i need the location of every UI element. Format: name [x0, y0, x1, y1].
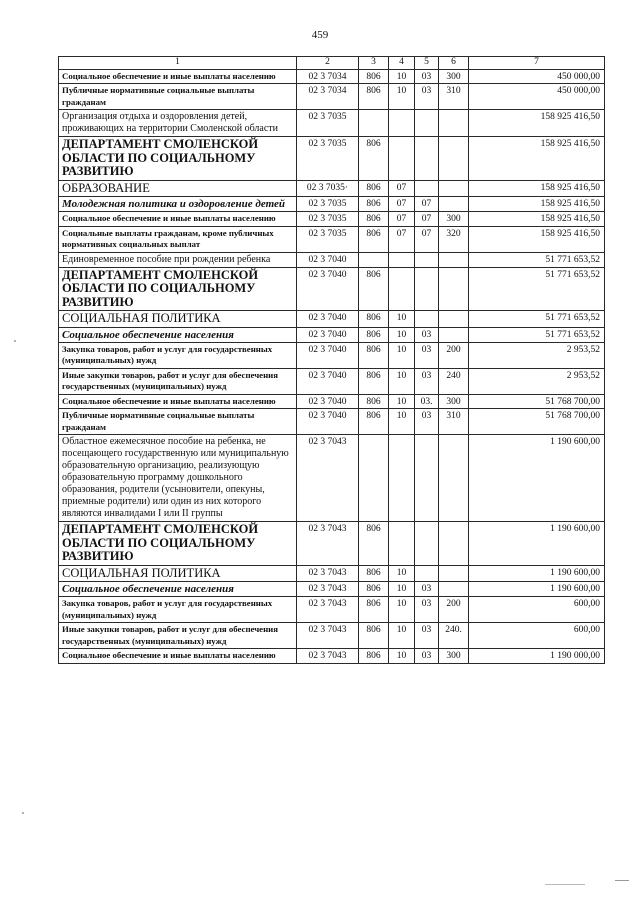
row-col4-cell: 10 [389, 311, 415, 328]
row-code-cell: 02 3 7035 [297, 110, 359, 137]
row-code-cell: 02 3 7035 [297, 137, 359, 181]
table-row [59, 197, 605, 212]
row-name-cell: Социальное обеспечение и иные выплаты населению [59, 212, 297, 227]
row-col5-cell: 07 [415, 197, 439, 212]
row-code-cell: 02 3 7043 [297, 565, 359, 582]
row-col6-cell: 310 [439, 409, 469, 435]
table-header-row [59, 57, 605, 70]
row-col3-cell [359, 435, 389, 522]
row-code-cell: 02 3 7034 [297, 84, 359, 110]
row-col3-cell: 806 [359, 343, 389, 369]
table-row [59, 137, 605, 181]
header-cell: 4 [389, 57, 415, 70]
row-col5-cell: 03. [415, 394, 439, 409]
row-col6-cell [439, 522, 469, 566]
row-col5-cell [415, 435, 439, 522]
row-amount-cell: 1 190 600,00 [469, 522, 605, 566]
row-col6-cell [439, 582, 469, 597]
row-amount-cell: 51 771 653,52 [469, 267, 605, 311]
row-col3-cell: 806 [359, 565, 389, 582]
row-code-cell: 02 3 7040 [297, 394, 359, 409]
row-col4-cell: 07 [389, 180, 415, 197]
table-row [59, 582, 605, 597]
row-col5-cell [415, 252, 439, 267]
row-col3-cell: 806 [359, 597, 389, 623]
row-code-cell: 02 3 7040 [297, 409, 359, 435]
row-col6-cell: 300 [439, 212, 469, 227]
row-col6-cell [439, 197, 469, 212]
row-col5-cell [415, 110, 439, 137]
row-code-cell: 02 3 7035 [297, 197, 359, 212]
row-code-cell: 02 3 7040 [297, 311, 359, 328]
row-col6-cell [439, 435, 469, 522]
table-row [59, 252, 605, 267]
row-col3-cell: 806 [359, 409, 389, 435]
table-row [59, 435, 605, 522]
row-code-cell: 02 3 7043 [297, 582, 359, 597]
row-col5-cell [415, 565, 439, 582]
row-amount-cell: 1 190 600,00 [469, 582, 605, 597]
row-code-cell: 02 3 7035 [297, 212, 359, 227]
row-code-cell: 02 3 7043 [297, 522, 359, 566]
row-amount-cell: 600,00 [469, 623, 605, 649]
row-code-cell: 02 3 7043 [297, 649, 359, 664]
row-amount-cell: 158 925 416,50 [469, 180, 605, 197]
row-amount-cell: 158 925 416,50 [469, 212, 605, 227]
row-col6-cell [439, 110, 469, 137]
row-amount-cell: 51 771 653,52 [469, 327, 605, 342]
row-col6-cell [439, 327, 469, 342]
row-amount-cell: 1 190 600,00 [469, 435, 605, 522]
table-row [59, 311, 605, 328]
row-name-cell: Молодежная политика и оздоровление детей [59, 197, 297, 212]
row-col4-cell: 10 [389, 394, 415, 409]
row-col4-cell [389, 522, 415, 566]
row-code-cell: 02 3 7034 [297, 69, 359, 84]
row-name-cell: ДЕПАРТАМЕНТ СМОЛЕНСКОЙ ОБЛАСТИ ПО СОЦИАЛЬНОМУ РАЗВИТИЮ [59, 522, 297, 566]
row-col4-cell: 07 [389, 197, 415, 212]
row-amount-cell: 51 771 653,52 [469, 252, 605, 267]
row-name-cell: Областное ежемесячное пособие на ребенка, не посещающего государственную или муниципальную образовательную организацию, реализующую образовательную программу дошкольного образования, родители (усыновители, опекуны, приемные родители) или один из них которого являются инвалидами I или II группы [59, 435, 297, 522]
row-name-cell: Социальное обеспечение и иные выплаты населению [59, 394, 297, 409]
table-row [59, 565, 605, 582]
row-name-cell: Социальные выплаты гражданам, кроме публичных нормативных социальных выплат [59, 226, 297, 252]
row-col5-cell: 03 [415, 649, 439, 664]
row-code-cell: 02 3 7043 [297, 435, 359, 522]
row-col3-cell: 806 [359, 368, 389, 394]
header-cell: 5 [415, 57, 439, 70]
row-amount-cell: 600,00 [469, 597, 605, 623]
row-col6-cell [439, 267, 469, 311]
row-name-cell: Иные закупки товаров, работ и услуг для обеспечения государственных (муниципальных) нужд [59, 368, 297, 394]
row-col3-cell: 806 [359, 180, 389, 197]
row-col6-cell: 200 [439, 343, 469, 369]
row-name-cell: ДЕПАРТАМЕНТ СМОЛЕНСКОЙ ОБЛАСТИ ПО СОЦИАЛЬНОМУ РАЗВИТИЮ [59, 267, 297, 311]
row-col4-cell: 10 [389, 623, 415, 649]
row-col6-cell: 300 [439, 394, 469, 409]
row-col3-cell: 806 [359, 84, 389, 110]
row-name-cell: СОЦИАЛЬНАЯ ПОЛИТИКА [59, 311, 297, 328]
row-amount-cell: 450 000,00 [469, 69, 605, 84]
row-col6-cell: 240. [439, 623, 469, 649]
row-col5-cell: 07 [415, 212, 439, 227]
row-name-cell: Публичные нормативные социальные выплаты гражданам [59, 84, 297, 110]
row-col4-cell: 10 [389, 327, 415, 342]
row-amount-cell: 1 190 600,00 [469, 565, 605, 582]
header-cell: 6 [439, 57, 469, 70]
row-col3-cell: 806 [359, 623, 389, 649]
row-code-cell: 02 3 7040 [297, 252, 359, 267]
table-row [59, 327, 605, 342]
row-col3-cell: 806 [359, 212, 389, 227]
row-col3-cell: 806 [359, 311, 389, 328]
row-col5-cell: 03 [415, 597, 439, 623]
row-col5-cell: 03 [415, 582, 439, 597]
row-code-cell: 02 3 7040 [297, 368, 359, 394]
table-row [59, 597, 605, 623]
row-col4-cell: 07 [389, 212, 415, 227]
budget-table [58, 56, 605, 664]
row-col3-cell: 806 [359, 327, 389, 342]
row-code-cell: 02 3 7043 [297, 597, 359, 623]
row-name-cell: Единовременное пособие при рождении ребенка [59, 252, 297, 267]
row-col4-cell [389, 110, 415, 137]
row-name-cell: Закупка товаров, работ и услуг для государственных (муниципальных) нужд [59, 343, 297, 369]
row-amount-cell: 450 000,00 [469, 84, 605, 110]
row-col3-cell [359, 110, 389, 137]
row-code-cell: 02 3 7035 [297, 226, 359, 252]
row-col6-cell: 310 [439, 84, 469, 110]
row-col3-cell: 806 [359, 394, 389, 409]
row-amount-cell: 2 953,52 [469, 343, 605, 369]
row-col3-cell: 806 [359, 197, 389, 212]
row-col3-cell [359, 252, 389, 267]
row-col3-cell: 806 [359, 69, 389, 84]
row-code-cell: 02 3 7040 [297, 343, 359, 369]
row-col5-cell [415, 180, 439, 197]
row-col6-cell [439, 252, 469, 267]
table-row [59, 409, 605, 435]
row-name-cell: Иные закупки товаров, работ и услуг для обеспечения государственных (муниципальных) нужд [59, 623, 297, 649]
row-col5-cell: 03 [415, 84, 439, 110]
row-name-cell: Социальное обеспечение населения [59, 327, 297, 342]
row-code-cell: 02 3 7043 [297, 623, 359, 649]
row-amount-cell: 1 190 000,00 [469, 649, 605, 664]
scan-speck [22, 812, 24, 814]
row-col3-cell: 806 [359, 582, 389, 597]
scan-speck [615, 880, 629, 881]
header-cell: 1 [59, 57, 297, 70]
row-col4-cell: 10 [389, 649, 415, 664]
row-col5-cell: 07 [415, 226, 439, 252]
table-row [59, 212, 605, 227]
row-name-cell: Публичные нормативные социальные выплаты гражданам [59, 409, 297, 435]
row-col3-cell: 806 [359, 226, 389, 252]
row-col4-cell [389, 137, 415, 181]
row-name-cell: Закупка товаров, работ и услуг для государственных (муниципальных) нужд [59, 597, 297, 623]
row-col5-cell [415, 311, 439, 328]
row-col6-cell: 200 [439, 597, 469, 623]
row-col3-cell: 806 [359, 137, 389, 181]
row-col4-cell: 10 [389, 597, 415, 623]
row-col5-cell: 03 [415, 343, 439, 369]
row-amount-cell: 158 925 416,50 [469, 226, 605, 252]
row-col5-cell: 03 [415, 69, 439, 84]
row-col5-cell [415, 522, 439, 566]
table-row [59, 394, 605, 409]
row-amount-cell: 158 925 416,50 [469, 110, 605, 137]
row-col5-cell: 03 [415, 409, 439, 435]
row-col6-cell [439, 180, 469, 197]
row-col5-cell [415, 137, 439, 181]
row-name-cell: Социальное обеспечение населения [59, 582, 297, 597]
row-col4-cell [389, 267, 415, 311]
row-col5-cell: 03 [415, 368, 439, 394]
row-amount-cell: 158 925 416,50 [469, 197, 605, 212]
table-row [59, 69, 605, 84]
table-row [59, 110, 605, 137]
row-col6-cell [439, 311, 469, 328]
table-row [59, 522, 605, 566]
row-col4-cell [389, 435, 415, 522]
row-col6-cell: 300 [439, 69, 469, 84]
row-code-cell: 02 3 7040 [297, 327, 359, 342]
page-number: 459 [311, 29, 329, 41]
row-col6-cell: 240 [439, 368, 469, 394]
table-body [59, 57, 605, 664]
row-code-cell: 02 3 7035· [297, 180, 359, 197]
row-col6-cell: 320 [439, 226, 469, 252]
header-cell: 3 [359, 57, 389, 70]
row-col4-cell: 10 [389, 84, 415, 110]
row-col4-cell: 07 [389, 226, 415, 252]
row-col5-cell: 03 [415, 327, 439, 342]
row-col3-cell: 806 [359, 649, 389, 664]
row-col3-cell: 806 [359, 267, 389, 311]
row-amount-cell: 2 953,52 [469, 368, 605, 394]
row-col6-cell: 300 [439, 649, 469, 664]
row-name-cell: Социальное обеспечение и иные выплаты населению [59, 649, 297, 664]
row-col5-cell: 03 [415, 623, 439, 649]
row-amount-cell: 51 768 700,00 [469, 394, 605, 409]
row-col4-cell: 10 [389, 368, 415, 394]
header-cell: 7 [469, 57, 605, 70]
table-row [59, 368, 605, 394]
row-col4-cell: 10 [389, 565, 415, 582]
scan-speck [545, 884, 585, 885]
table-row [59, 180, 605, 197]
row-col4-cell [389, 252, 415, 267]
row-name-cell: СОЦИАЛЬНАЯ ПОЛИТИКА [59, 565, 297, 582]
row-col4-cell: 10 [389, 582, 415, 597]
row-amount-cell: 51 768 700,00 [469, 409, 605, 435]
row-col6-cell [439, 565, 469, 582]
table-row [59, 343, 605, 369]
table-row [59, 84, 605, 110]
row-name-cell: ОБРАЗОВАНИЕ [59, 180, 297, 197]
row-amount-cell: 158 925 416,50 [469, 137, 605, 181]
table-row [59, 623, 605, 649]
table-row [59, 649, 605, 664]
row-name-cell: Социальное обеспечение и иные выплаты населению [59, 69, 297, 84]
row-code-cell: 02 3 7040 [297, 267, 359, 311]
row-name-cell: ДЕПАРТАМЕНТ СМОЛЕНСКОЙ ОБЛАСТИ ПО СОЦИАЛЬНОМУ РАЗВИТИЮ [59, 137, 297, 181]
row-col4-cell: 10 [389, 343, 415, 369]
row-col4-cell: 10 [389, 69, 415, 84]
scan-speck [14, 340, 16, 342]
row-col5-cell [415, 267, 439, 311]
table-row [59, 226, 605, 252]
row-col3-cell: 806 [359, 522, 389, 566]
row-amount-cell: 51 771 653,52 [469, 311, 605, 328]
table-row [59, 267, 605, 311]
row-col4-cell: 10 [389, 409, 415, 435]
row-col6-cell [439, 137, 469, 181]
header-cell: 2 [297, 57, 359, 70]
row-name-cell: Организация отдыха и оздоровления детей, проживающих на территории Смоленской области [59, 110, 297, 137]
